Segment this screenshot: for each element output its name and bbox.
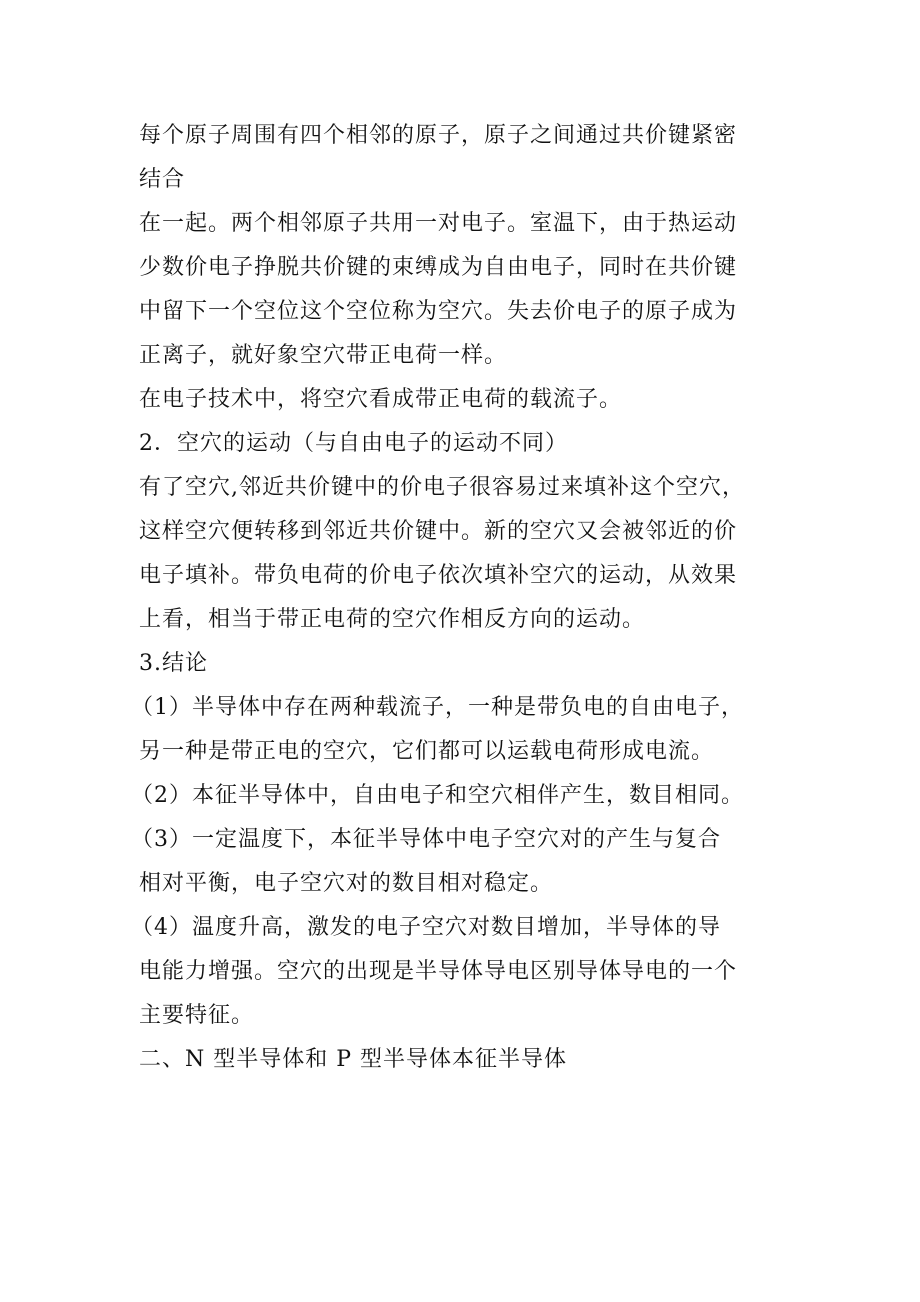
text-line: 在一起。两个相邻原子共用一对电子。室温下，由于热运动 — [139, 211, 738, 236]
text-line: 结合 — [139, 167, 186, 192]
list-item: （4）温度升高，激发的电子空穴对数目增加，半导体的导 — [131, 915, 721, 940]
text-line: 少数价电子挣脱共价键的束缚成为自由电子，同时在共价键 — [139, 255, 738, 280]
text-line: 有了空穴,邻近共价键中的价电子很容易过来填补这个空穴， — [139, 475, 745, 500]
section-heading: 2．空穴的运动（与自由电子的运动不同） — [139, 431, 568, 456]
text-line: 另一种是带正电的空穴，它们都可以运载电荷形成电流。 — [139, 739, 715, 764]
list-item: （2）本征半导体中，自由电子和空穴相伴产生，数目相同。 — [131, 783, 744, 808]
section-heading: 3.结论 — [139, 651, 208, 676]
text-line: 电子填补。带负电荷的价电子依次填补空穴的运动，从效果 — [139, 563, 738, 588]
text-line: 上看，相当于带正电荷的空穴作相反方向的运动。 — [139, 607, 646, 632]
list-item: （3）一定温度下，本征半导体中电子空穴对的产生与复合 — [131, 827, 721, 852]
text-line: 正离子，就好象空穴带正电荷一样。 — [139, 343, 508, 368]
text-line: 电能力增强。空穴的出现是半导体导电区别导体导电的一个 — [139, 959, 738, 984]
text-line: 每个原子周围有四个相邻的原子，原子之间通过共价键紧密 — [139, 123, 738, 148]
text-line: 在电子技术中，将空穴看成带正电荷的载流子。 — [139, 387, 623, 412]
document-body — [131, 114, 799, 1082]
text-line: 中留下一个空位这个空位称为空穴。失去价电子的原子成为 — [139, 299, 738, 324]
list-item: （1）半导体中存在两种载流子，一种是带负电的自由电子， — [131, 695, 744, 720]
text-line: 相对平衡，电子空穴对的数目相对稳定。 — [139, 871, 554, 896]
text-line: 主要特征。 — [139, 1003, 255, 1028]
text-line: 这样空穴便转移到邻近共价键中。新的空穴又会被邻近的价 — [139, 519, 738, 544]
section-heading: 二、N 型半导体和 P 型半导体本征半导体 — [139, 1047, 568, 1072]
